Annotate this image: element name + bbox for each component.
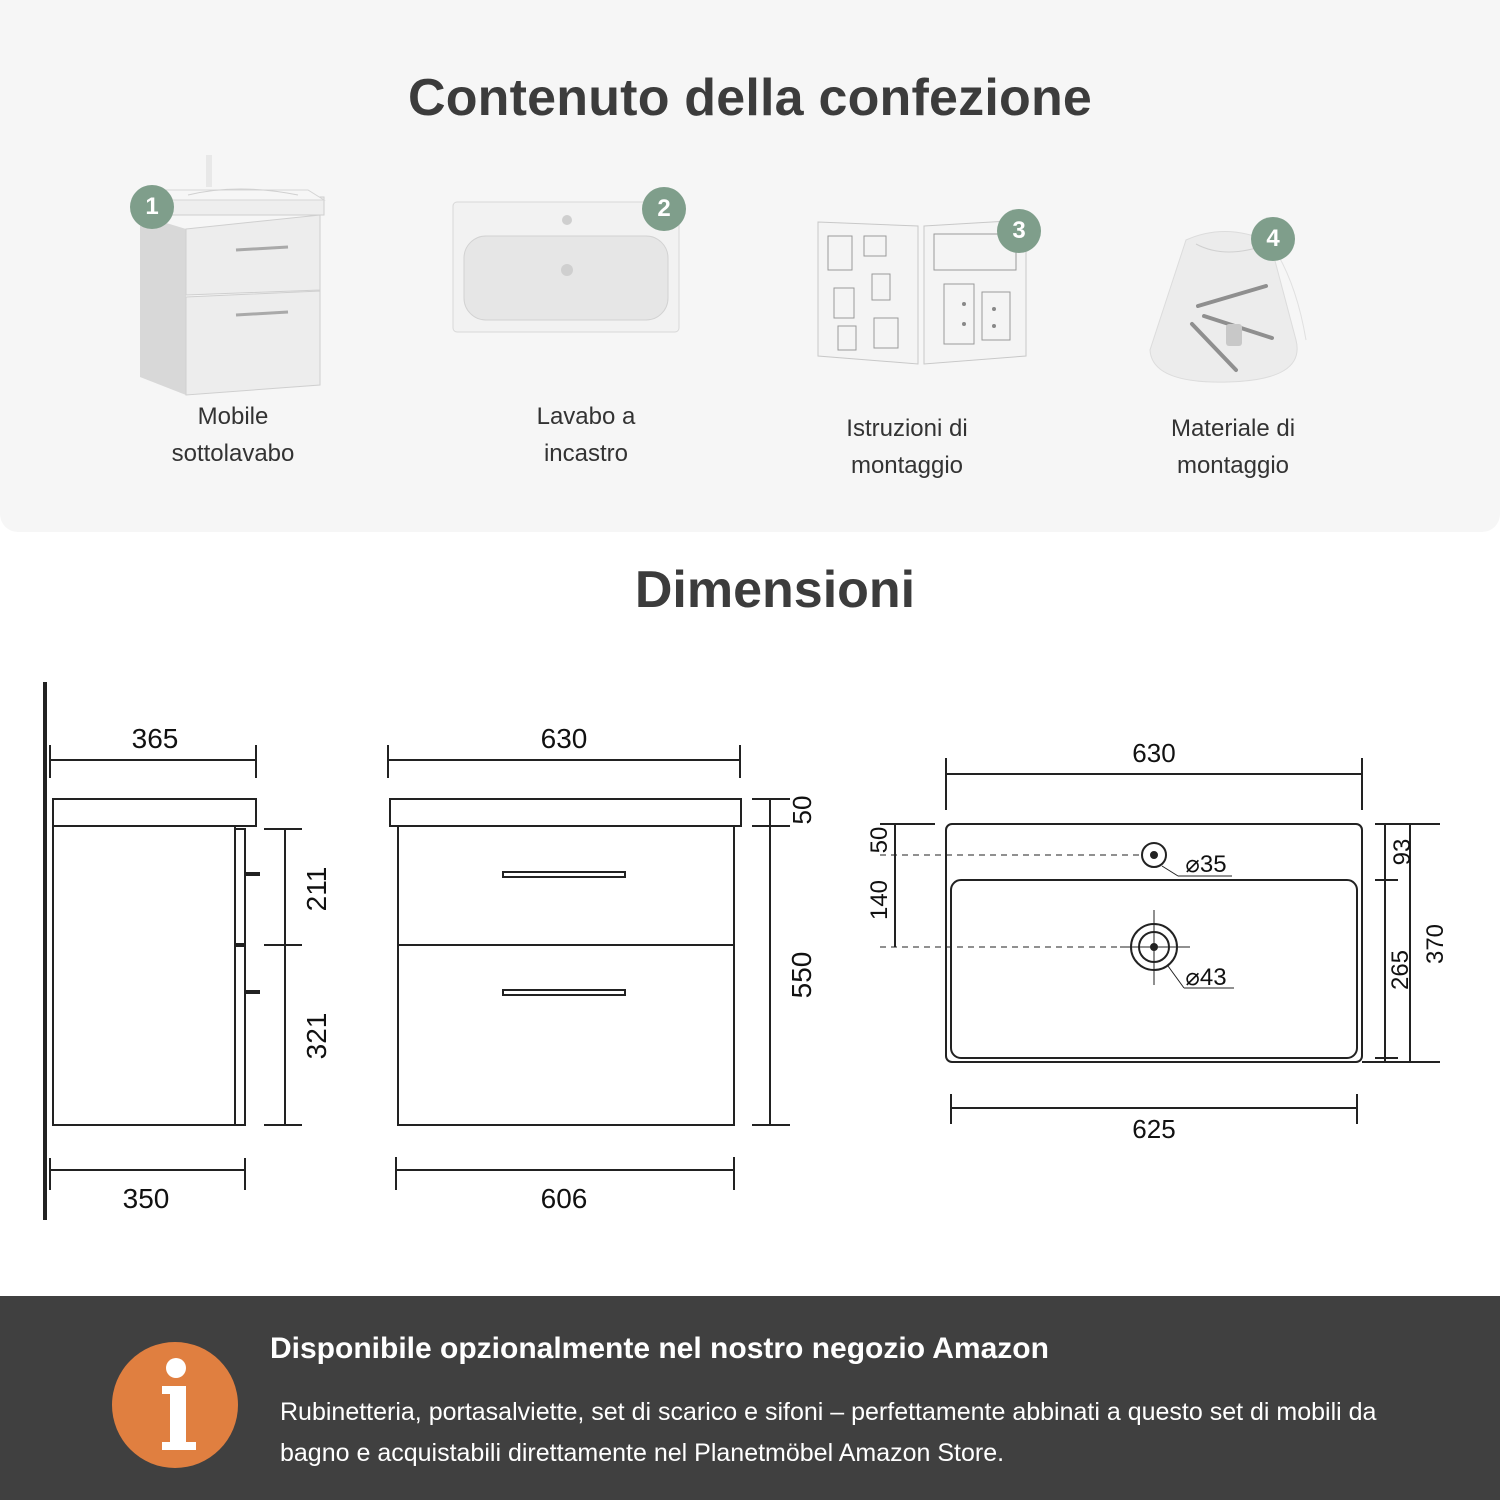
item-4-badge: 4	[1251, 217, 1295, 261]
item-3-label-line2: montaggio	[850, 452, 964, 479]
package-contents-section	[0, 0, 1500, 532]
info-title: Disponibile opzionalmente nel nostro negozio Amazon	[270, 1332, 1049, 1365]
front-cabinet-body	[398, 826, 734, 1125]
item-1-badge: 1	[130, 185, 174, 229]
side-top-depth-label: 365	[131, 723, 179, 754]
basin-depth-lower-label: 265	[1387, 949, 1414, 991]
side-drawer-front-bottom	[235, 946, 245, 1125]
side-top-slab	[53, 799, 256, 826]
front-top-width-label: 630	[540, 723, 588, 754]
info-icon	[112, 1342, 238, 1468]
item-2-label-line1: Lavabo a	[536, 403, 636, 430]
front-top-slab	[390, 799, 741, 826]
dimensions-title: Dimensioni	[634, 561, 916, 619]
item-1-label-line1: Mobile	[197, 403, 269, 430]
item-3-badge: 3	[997, 209, 1041, 253]
item-4-label-line1: Materiale di	[1170, 415, 1296, 442]
item-2-label-line2: incastro	[543, 440, 629, 467]
item-2-badge: 2	[642, 187, 686, 231]
side-drawer-front-top	[235, 829, 245, 944]
side-bottom-depth-label: 350	[122, 1183, 170, 1214]
item-1-label-line2: sottolavabo	[171, 440, 295, 467]
basin-inner-width-label: 625	[1132, 1114, 1176, 1144]
info-banner	[0, 1296, 1500, 1500]
item-4-label-line2: montaggio	[1176, 452, 1290, 479]
item-3-label-line1: Istruzioni di	[846, 415, 968, 442]
item-4-label	[1103, 410, 1363, 484]
drain-offset-label: 140	[866, 879, 893, 921]
package-contents-title: Contenuto della confezione	[407, 69, 1093, 127]
front-bottom-width-label: 606	[540, 1183, 588, 1214]
top-thickness-label: 50	[787, 795, 817, 825]
dimension-drawings	[0, 670, 1500, 1230]
side-cabinet-body	[53, 826, 235, 1125]
total-height-label: 550	[786, 951, 817, 999]
tap-hole-offset-label: 50	[866, 826, 893, 854]
tap-hole-diameter-label: ⌀35	[1185, 851, 1227, 878]
basin-total-depth-label: 370	[1422, 923, 1449, 965]
item-1-label	[103, 398, 363, 472]
info-text: Rubinetteria, portasalviette, set di scarico e sifoni – perfettamente abbinati a questo set di mobili da bagno e acquistabili direttamente nel Planetmöbel Amazon Store.	[280, 1398, 1377, 1467]
item-3-label	[777, 410, 1037, 484]
drawer-top-height-label: 211	[301, 866, 332, 912]
basin-depth-upper-label: 93	[1389, 838, 1416, 866]
drain-diameter-label: ⌀43	[1185, 964, 1227, 991]
item-2-label	[456, 398, 716, 472]
vanity-cabinet-icon	[128, 145, 338, 400]
drawer-bottom-height-label: 321	[301, 1012, 332, 1060]
basin-outer-width-label: 630	[1132, 738, 1176, 768]
